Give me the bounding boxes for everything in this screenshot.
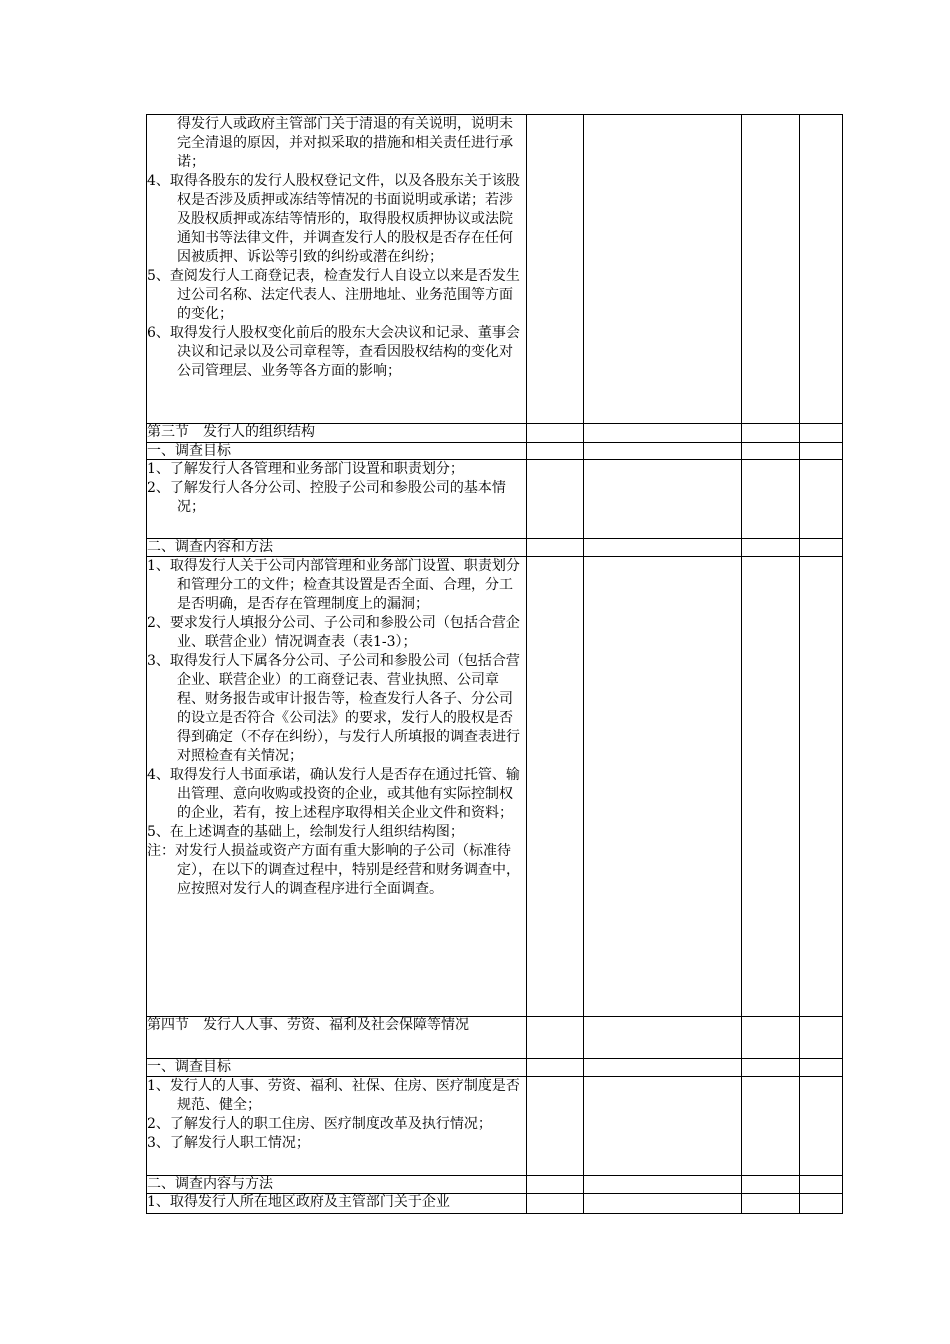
table-row <box>147 460 843 539</box>
table-row <box>147 115 843 424</box>
table-row <box>147 539 843 557</box>
list-item: 4、取得发行人书面承诺，确认发行人是否存在通过托管、输出管理、意向收购或投资的企业，或其他有实际控制权的企业，若有，按上述程序取得相关企业文件和资料； <box>147 767 520 821</box>
table-row <box>147 1059 843 1077</box>
content-cell <box>147 557 527 1017</box>
list-item: 1、取得发行人关于公司内部管理和业务部门设置、职责划分和管理分工的文件；检查其设置是否全面、合理，分工是否明确，是否存在管理制度上的漏洞； <box>147 558 520 612</box>
table-row <box>147 557 843 1017</box>
list-item: 2、了解发行人的职工住房、医疗制度改革及执行情况； <box>147 1116 492 1132</box>
list-item: 2、要求发行人填报分公司、子公司和参股公司（包括合营企业、联营企业）情况调查表（表1-3）； <box>147 615 520 650</box>
table-row <box>147 1017 843 1059</box>
table-row <box>147 443 843 460</box>
content-cell <box>147 1077 527 1176</box>
section-title: 第三节 发行人的组织结构 <box>147 424 527 443</box>
note-item: 注：对发行人损益或资产方面有重大影响的子公司（标准待定），在以下的调查过程中，特别是经营和财务调查中，应按照对发行人的调查程序进行全面调查。 <box>147 843 520 897</box>
list-item: 6、取得发行人股权变化前后的股东大会决议和记录、董事会决议和记录以及公司章程等，查看因股权结构的变化对公司管理层、业务等各方面的影响； <box>147 325 520 379</box>
list-item: 3、取得发行人下属各分公司、子公司和参股公司（包括合营企业、联营企业）的工商登记表、营业执照、公司章程、财务报告或审计报告等，检查发行人各子、分公司的设立是否符合《公司法》的要求，发行人的股权是否得到确定（不存在纠纷），与发行人所填报的调查表进行对照检查有关情况； <box>147 653 520 764</box>
table-row <box>147 1176 843 1194</box>
list-item: 4、取得各股东的发行人股权登记文件，以及各股东关于该股权是否涉及质押或冻结等情况的书面说明或承诺；若涉及股权质押或冻结等情形的，取得股权质押协议或法院通知书等法律文件，并调查发行人的股权是否存在任何因被质押、诉讼等引致的纠纷或潜在纠纷； <box>147 173 520 265</box>
subsection-header: 一、调查目标 <box>147 1059 527 1077</box>
checklist-table <box>146 114 843 1214</box>
list-item: 3、了解发行人职工情况； <box>147 1135 310 1151</box>
content-cell: 1、取得发行人所在地区政府及主管部门关于企业 <box>147 1194 527 1214</box>
table-row <box>147 424 843 443</box>
list-item: 1、发行人的人事、劳资、福利、社保、住房、医疗制度是否规范、健全； <box>147 1078 520 1113</box>
content-cell <box>147 460 527 539</box>
section-title: 第四节 发行人人事、劳资、福利及社会保障等情况 <box>147 1017 527 1059</box>
list-item: 1、了解发行人各管理和业务部门设置和职责划分； <box>147 461 464 477</box>
table-row <box>147 1194 843 1214</box>
list-item: 得发行人或政府主管部门关于清退的有关说明，说明未完全清退的原因，并对拟采取的措施和相关责任进行承诺； <box>177 116 513 170</box>
list-item: 2、了解发行人各分公司、控股子公司和参股公司的基本情况； <box>147 480 506 515</box>
table-row <box>147 1077 843 1176</box>
content-cell <box>147 115 527 424</box>
list-item: 5、查阅发行人工商登记表，检查发行人自设立以来是否发生过公司名称、法定代表人、注册地址、业务范围等方面的变化； <box>147 268 520 322</box>
subsection-header: 二、调查内容和方法 <box>147 539 527 557</box>
list-item: 5、在上述调查的基础上，绘制发行人组织结构图； <box>147 824 464 840</box>
subsection-header: 二、调查内容与方法 <box>147 1176 527 1194</box>
subsection-header: 一、调查目标 <box>147 443 527 460</box>
